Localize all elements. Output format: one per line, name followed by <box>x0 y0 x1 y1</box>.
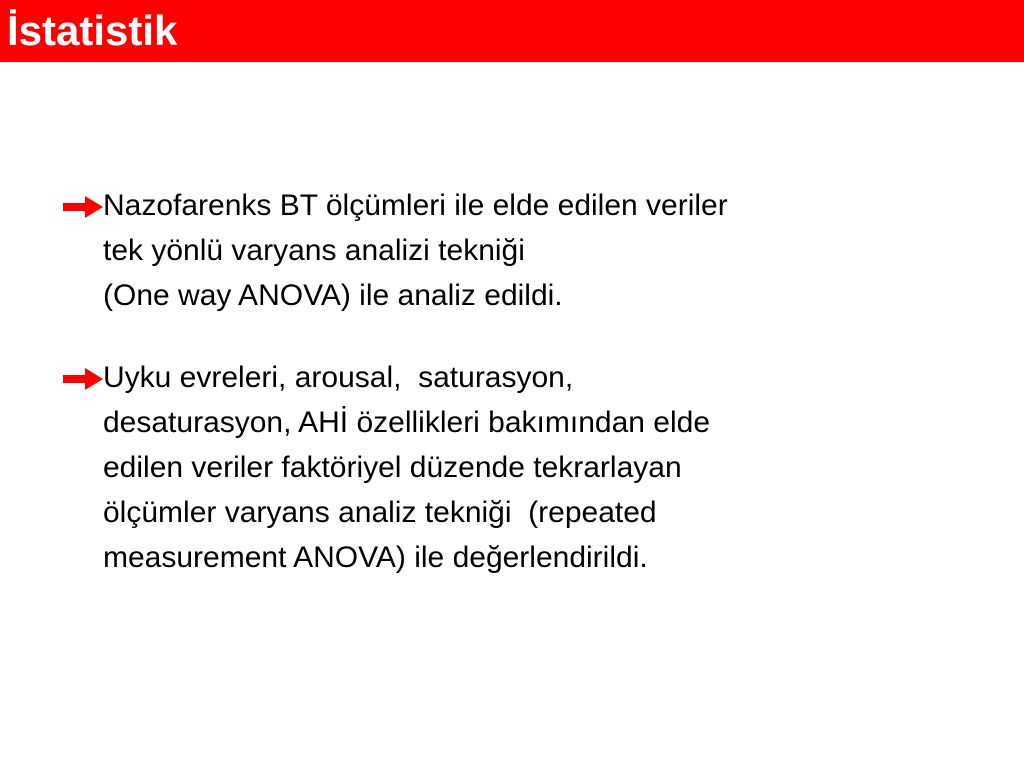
bullet-item <box>60 355 980 580</box>
bullet-text-line: Nazofarenks BT ölçümleri ile elde edilen veriler <box>103 189 728 222</box>
bullet-text-line: edilen veriler faktöriyel düzende tekrarlayan <box>103 451 682 484</box>
bullet-text-line: desaturasyon, AHİ özellikleri bakımından elde <box>103 406 711 439</box>
title-bar <box>0 0 1024 62</box>
bullet-list <box>60 183 980 580</box>
bullet-text-line: (One way ANOVA) ile analiz edildi. <box>103 279 563 312</box>
slide-title: İstatistik <box>7 7 178 54</box>
bullet-text-line: measurement ANOVA) ile değerlendirildi. <box>103 541 648 574</box>
bullet-text-line: Uyku evreleri, arousal, saturasyon, <box>103 361 574 394</box>
bullet-text-line: ölçümler varyans analiz tekniği (repeated <box>103 496 657 529</box>
bullet-text-line: tek yönlü varyans analizi tekniği <box>103 234 525 267</box>
right-arrow-icon <box>60 183 103 228</box>
right-arrow-icon <box>60 355 103 400</box>
bullet-item <box>60 183 980 318</box>
